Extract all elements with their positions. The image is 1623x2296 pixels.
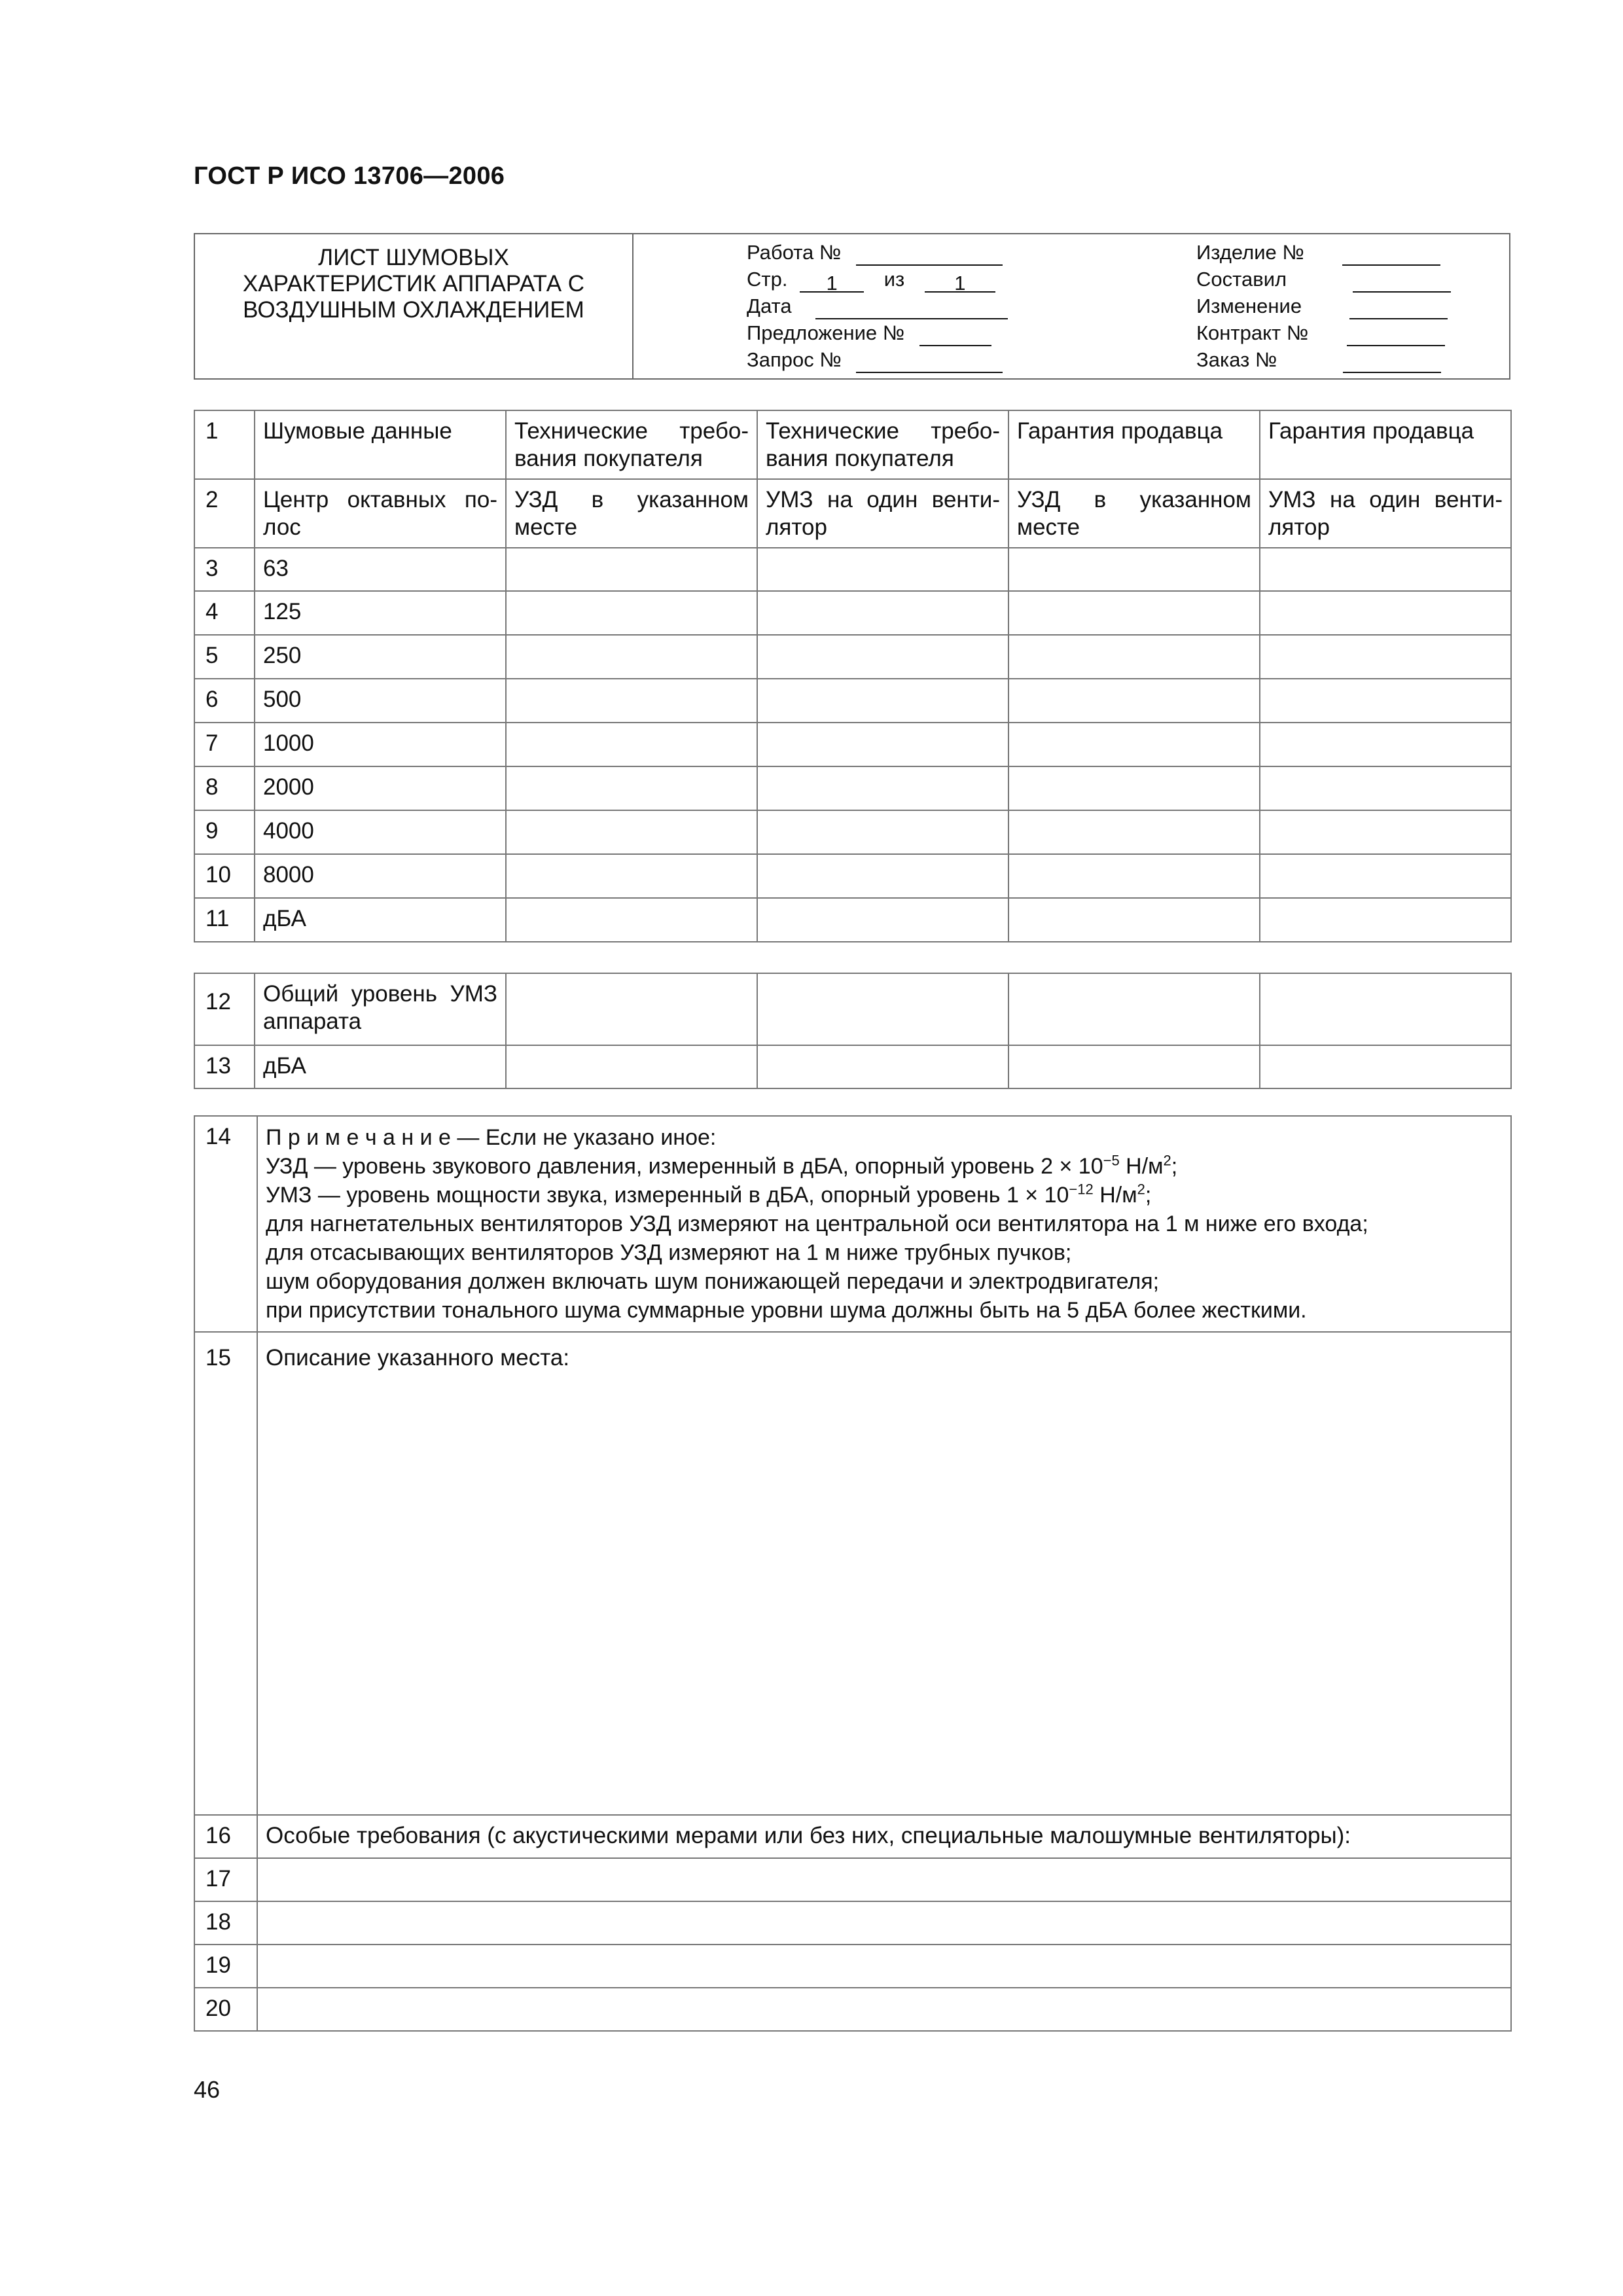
proposal-input[interactable] xyxy=(919,324,991,346)
table-row xyxy=(194,1858,1511,1901)
compiled-input[interactable] xyxy=(1353,270,1451,293)
table-row xyxy=(194,810,1511,854)
row-number: 1 xyxy=(194,410,255,479)
table-row xyxy=(194,1116,1511,1332)
table-cell[interactable] xyxy=(1008,548,1260,591)
table-row xyxy=(194,1988,1511,2031)
table-cell[interactable] xyxy=(757,810,1008,854)
table-row xyxy=(194,1945,1511,1988)
order-input[interactable] xyxy=(1343,351,1441,373)
column-header: Гарантия продавца xyxy=(1260,410,1511,479)
table-cell[interactable] xyxy=(506,973,757,1045)
band-label: 2000 xyxy=(255,766,506,810)
table-cell[interactable] xyxy=(757,973,1008,1045)
row-number: 13 xyxy=(194,1045,255,1088)
note-line: при присутствии тонального шума суммарные уровни шума должны быть на 5 дБА более жесткими. xyxy=(266,1298,1307,1323)
row-number: 12 xyxy=(194,973,255,1045)
request-input[interactable] xyxy=(856,351,1003,373)
row-number: 14 xyxy=(194,1116,257,1332)
row-number: 6 xyxy=(194,679,255,723)
table-cell[interactable] xyxy=(1260,898,1511,942)
table-cell[interactable] xyxy=(757,1045,1008,1088)
column-subheader: УМЗ на один венти-лятор xyxy=(757,479,1008,548)
column-header: Шумовые данные xyxy=(255,410,506,479)
band-label: 4000 xyxy=(255,810,506,854)
table-cell[interactable] xyxy=(757,854,1008,898)
table-cell[interactable] xyxy=(257,1988,1511,2031)
contract-field: Контракт № xyxy=(1196,320,1445,346)
table-row xyxy=(194,548,1511,591)
table-row xyxy=(194,1901,1511,1945)
table-cell[interactable] xyxy=(1260,548,1511,591)
form-title-line: ХАРАКТЕРИСТИК АППАРАТА С xyxy=(242,271,585,296)
location-description[interactable]: Описание указанного места: xyxy=(257,1332,1511,1815)
table-row xyxy=(194,479,1511,548)
note-line: для нагнетательных вентиляторов УЗД измеряют на центральной оси вентилятора на 1 м ниже его входа; xyxy=(266,1211,1368,1236)
band-label: 500 xyxy=(255,679,506,723)
job-field: Работа № xyxy=(747,240,1003,266)
row-number: 2 xyxy=(194,479,255,548)
page-input[interactable]: 1 xyxy=(800,270,864,293)
overall-level-table xyxy=(194,973,1512,1089)
date-field: Дата xyxy=(747,293,1008,319)
row-number: 17 xyxy=(194,1858,257,1901)
table-cell[interactable] xyxy=(1008,591,1260,635)
table-cell[interactable] xyxy=(757,635,1008,679)
table-cell[interactable] xyxy=(1260,723,1511,766)
row-number: 3 xyxy=(194,548,255,591)
table-cell[interactable] xyxy=(1008,854,1260,898)
table-cell[interactable] xyxy=(1260,1045,1511,1088)
table-cell[interactable] xyxy=(1260,766,1511,810)
table-cell[interactable] xyxy=(506,1045,757,1088)
band-label: 63 xyxy=(255,548,506,591)
table-row xyxy=(194,1815,1511,1858)
column-subheader: УМЗ на один венти-лятор xyxy=(1260,479,1511,548)
column-subheader: УЗД в указанном месте xyxy=(506,479,757,548)
row-number: 7 xyxy=(194,723,255,766)
table-cell[interactable] xyxy=(1008,973,1260,1045)
form-title-line: ЛИСТ ШУМОВЫХ xyxy=(318,245,509,270)
row-number: 4 xyxy=(194,591,255,635)
request-field: Запрос № xyxy=(747,347,1003,373)
table-cell[interactable] xyxy=(757,723,1008,766)
table-cell[interactable] xyxy=(506,679,757,723)
table-row xyxy=(194,1332,1511,1815)
column-header: Технические требо-вания покупателя xyxy=(506,410,757,479)
table-cell[interactable] xyxy=(1008,635,1260,679)
table-cell[interactable] xyxy=(506,810,757,854)
document-code: ГОСТ Р ИСО 13706—2006 xyxy=(194,162,505,190)
note-line: шум оборудования должен включать шум понижающей передачи и электродвигателя; xyxy=(266,1269,1160,1294)
table-cell[interactable] xyxy=(757,591,1008,635)
row-number: 18 xyxy=(194,1901,257,1945)
item-field: Изделие № xyxy=(1196,240,1440,266)
revision-field: Изменение xyxy=(1196,293,1448,319)
table-row xyxy=(194,635,1511,679)
row-number: 15 xyxy=(194,1332,257,1815)
column-header: Технические требо-вания покупателя xyxy=(757,410,1008,479)
table-cell[interactable] xyxy=(257,1945,1511,1988)
item-input[interactable] xyxy=(1342,243,1440,266)
notes-table xyxy=(194,1115,1512,2032)
table-cell[interactable] xyxy=(1008,723,1260,766)
table-cell[interactable] xyxy=(1260,635,1511,679)
table-row xyxy=(194,410,1511,479)
note-line: для отсасывающих вентиляторов УЗД измеряют на 1 м ниже трубных пучков; xyxy=(266,1240,1072,1265)
of-input[interactable]: 1 xyxy=(925,270,995,293)
row-number: 10 xyxy=(194,854,255,898)
table-row xyxy=(194,591,1511,635)
job-input[interactable] xyxy=(856,243,1003,266)
table-cell[interactable] xyxy=(757,679,1008,723)
special-requirements: Особые требования (с акустическими мерами или без них, специальные малошумные вентиляторы): xyxy=(257,1815,1511,1858)
table-cell[interactable] xyxy=(757,766,1008,810)
table-cell[interactable] xyxy=(1008,1045,1260,1088)
column-header: Гарантия продавца xyxy=(1008,410,1260,479)
table-cell[interactable] xyxy=(506,591,757,635)
contract-input[interactable] xyxy=(1347,324,1445,346)
page-number: 46 xyxy=(194,2076,221,2103)
form-title xyxy=(195,234,633,378)
table-cell[interactable] xyxy=(257,1901,1511,1945)
table-cell[interactable] xyxy=(1260,591,1511,635)
row-number: 5 xyxy=(194,635,255,679)
row-label: дБА xyxy=(255,1045,506,1088)
row-number: 9 xyxy=(194,810,255,854)
note-line: УЗД — уровень звукового давления, измеренный в дБА, опорный уровень $2 \times 10^{-5}$ $Н/м^2$; xyxy=(266,1152,1178,1179)
table-cell[interactable] xyxy=(1008,810,1260,854)
band-label: 8000 xyxy=(255,854,506,898)
noise-data-table xyxy=(194,410,1512,942)
table-cell[interactable] xyxy=(757,898,1008,942)
row-number: 16 xyxy=(194,1815,257,1858)
form-header xyxy=(194,233,1510,380)
row-number: 20 xyxy=(194,1988,257,2031)
table-cell[interactable] xyxy=(1008,766,1260,810)
compiled-field: Составил xyxy=(1196,266,1451,293)
note-line: УМЗ — уровень мощности звука, измеренный в дБА, опорный уровень $1 \times 10^{-12}$ $Н/м^2$; xyxy=(266,1181,1152,1208)
table-cell[interactable] xyxy=(506,898,757,942)
note-line: П р и м е ч а н и е — Если не указано иное: xyxy=(266,1125,717,1150)
table-row xyxy=(194,1045,1511,1088)
row-number: 19 xyxy=(194,1945,257,1988)
table-row xyxy=(194,766,1511,810)
table-row xyxy=(194,854,1511,898)
note-text xyxy=(257,1116,1511,1332)
table-cell[interactable] xyxy=(506,548,757,591)
table-cell[interactable] xyxy=(1260,679,1511,723)
row-number: 8 xyxy=(194,766,255,810)
table-cell[interactable] xyxy=(1260,854,1511,898)
proposal-field: Предложение № xyxy=(747,320,991,346)
revision-input[interactable] xyxy=(1349,297,1448,319)
column-subheader: УЗД в указанном месте xyxy=(1008,479,1260,548)
page-field: Стр. 1 из 1 xyxy=(747,266,995,293)
form-title-line: ВОЗДУШНЫМ ОХЛАЖДЕНИЕМ xyxy=(243,297,584,323)
table-cell[interactable] xyxy=(1008,898,1260,942)
column-subheader: Центр октавных по-лос xyxy=(255,479,506,548)
table-row xyxy=(194,898,1511,942)
table-cell[interactable] xyxy=(506,766,757,810)
table-cell[interactable] xyxy=(506,635,757,679)
table-cell[interactable] xyxy=(257,1858,1511,1901)
table-cell[interactable] xyxy=(1260,973,1511,1045)
date-input[interactable] xyxy=(815,297,1008,319)
band-label: дБА xyxy=(255,898,506,942)
table-cell[interactable] xyxy=(1260,810,1511,854)
table-row xyxy=(194,679,1511,723)
table-cell[interactable] xyxy=(506,854,757,898)
row-label: Общий уровень УМЗ аппарата xyxy=(255,973,506,1045)
table-row xyxy=(194,723,1511,766)
band-label: 250 xyxy=(255,635,506,679)
row-number: 11 xyxy=(194,898,255,942)
table-cell[interactable] xyxy=(757,548,1008,591)
table-cell[interactable] xyxy=(506,723,757,766)
order-field: Заказ № xyxy=(1196,347,1441,373)
table-row xyxy=(194,973,1511,1045)
table-cell[interactable] xyxy=(1008,679,1260,723)
band-label: 1000 xyxy=(255,723,506,766)
band-label: 125 xyxy=(255,591,506,635)
